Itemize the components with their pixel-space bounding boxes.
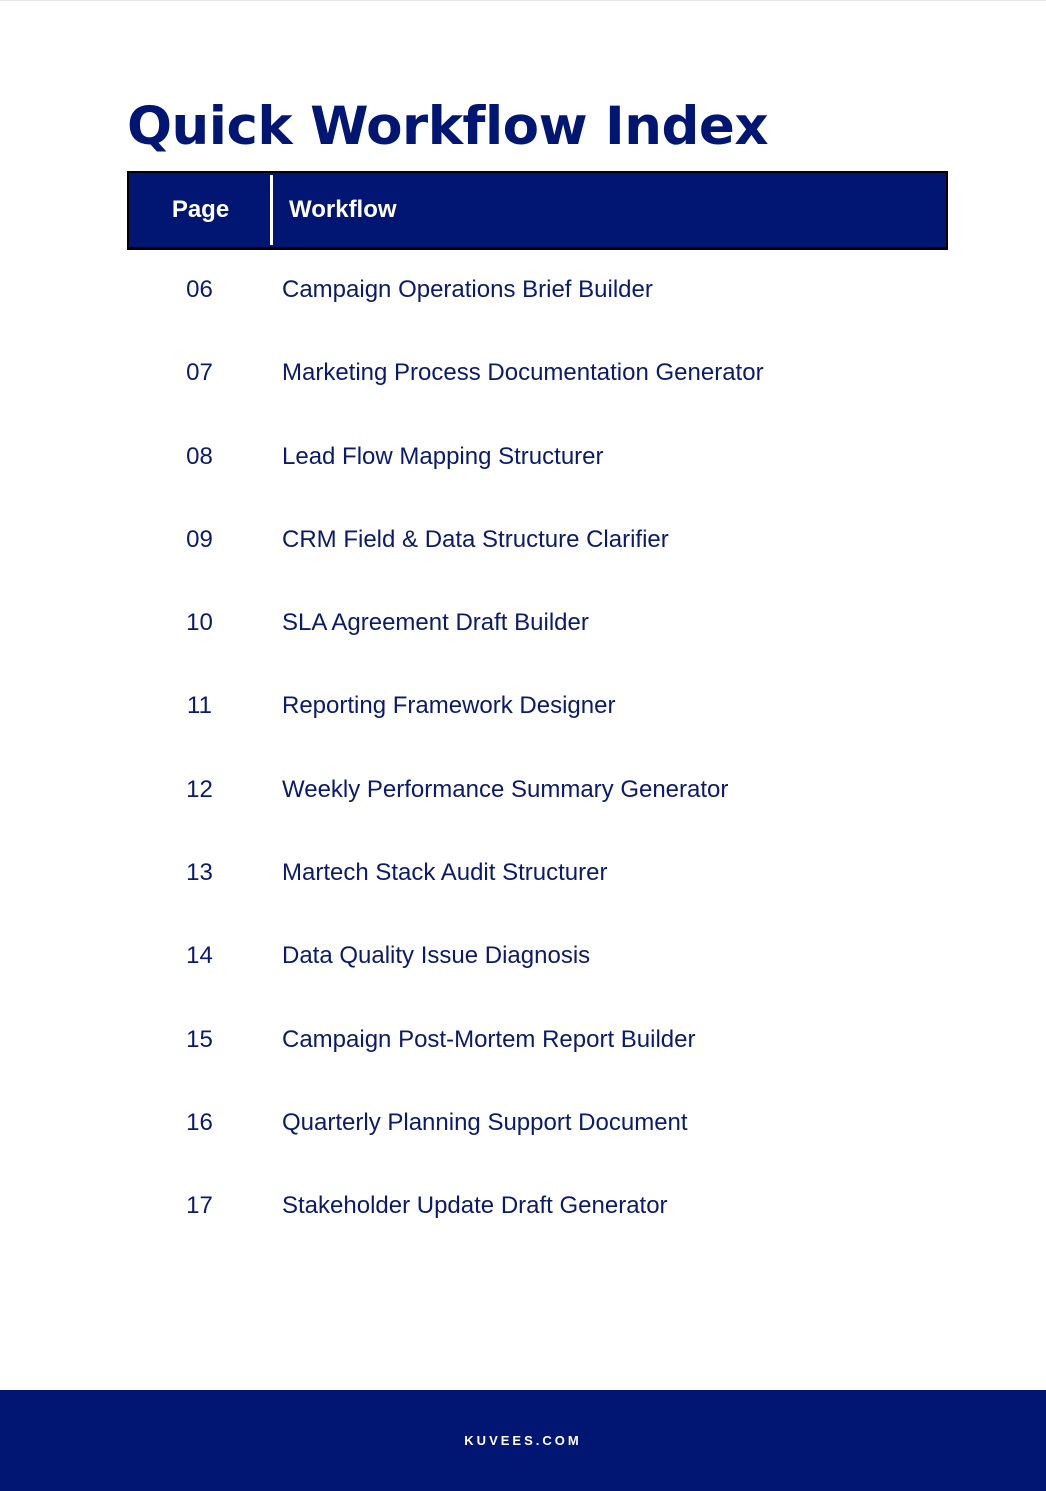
page-number: 10 [186,609,213,637]
page-number: 07 [186,359,213,387]
workflow-name[interactable]: Campaign Post-Mortem Report Builder [282,1025,696,1053]
page-title: Quick Workflow Index [127,96,769,157]
table-row[interactable] [127,250,948,333]
page-number: 16 [186,1108,213,1136]
table-header [127,171,948,250]
workflow-index-table [127,250,948,1250]
workflow-name[interactable]: Campaign Operations Brief Builder [282,276,653,303]
page-number: 09 [186,525,213,553]
workflow-name[interactable]: Marketing Process Documentation Generator [282,359,764,387]
table-row[interactable] [127,417,948,500]
table-row[interactable] [127,1000,948,1083]
table-row[interactable] [127,1166,948,1249]
page-number: 08 [186,442,213,470]
table-row[interactable] [127,833,948,916]
table-row[interactable] [127,500,948,583]
workflow-name[interactable]: Weekly Performance Summary Generator [282,775,729,803]
page-number: 11 [187,692,212,720]
page-number: 06 [186,276,213,303]
page-number: 15 [186,1025,213,1053]
workflow-name[interactable]: Stakeholder Update Draft Generator [282,1192,668,1220]
column-header-workflow: Workflow [289,196,397,223]
workflow-name[interactable]: Data Quality Issue Diagnosis [282,942,591,970]
workflow-name[interactable]: Lead Flow Mapping Structurer [282,442,604,470]
column-header-page: Page [171,196,230,223]
table-row[interactable] [127,333,948,416]
table-row[interactable] [127,583,948,666]
workflow-name[interactable]: Quarterly Planning Support Document [282,1108,688,1136]
table-row[interactable] [127,1083,948,1166]
table-row[interactable] [127,750,948,833]
footer-website-link[interactable]: KUVEES.COM [464,1433,582,1448]
workflow-name[interactable]: CRM Field & Data Structure Clarifier [282,525,669,553]
top-rule [0,0,1046,1]
page-number: 13 [186,859,213,887]
column-divider [270,175,273,245]
table-row[interactable] [127,916,948,999]
table-row[interactable] [127,666,948,749]
page-number: 14 [186,942,213,970]
workflow-name[interactable]: SLA Agreement Draft Builder [282,609,589,637]
footer-bar [0,1390,1046,1491]
workflow-name[interactable]: Reporting Framework Designer [282,692,616,720]
page-number: 12 [186,775,213,803]
workflow-name[interactable]: Martech Stack Audit Structurer [282,859,608,887]
page-number: 17 [186,1192,213,1220]
